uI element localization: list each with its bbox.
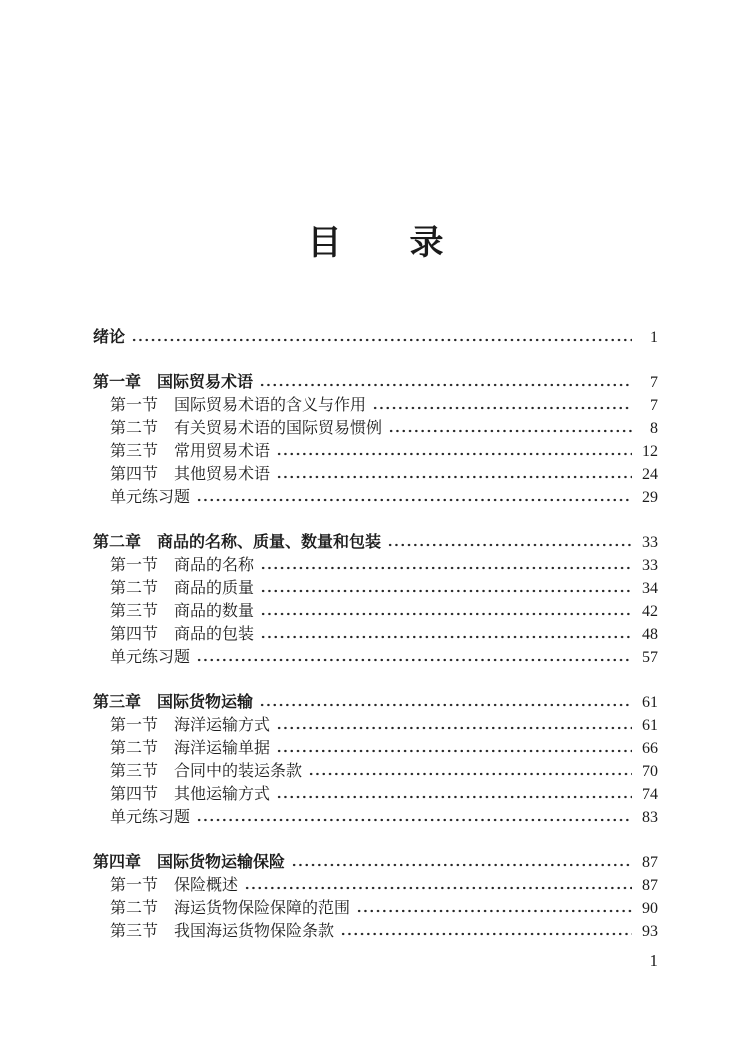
dot-leader — [356, 897, 632, 920]
toc-chapter-entry — [93, 371, 658, 394]
toc-entry-label: 第二节 商品的质量 — [110, 580, 255, 597]
dot-leader — [276, 714, 632, 737]
dot-leader — [372, 394, 632, 417]
toc-entry-page: 61 — [642, 694, 658, 711]
toc-section-entry — [93, 737, 658, 760]
dot-leader — [196, 646, 632, 669]
dot-leader — [388, 417, 632, 440]
toc-entry-label: 绪论 — [93, 329, 126, 346]
dot-leader — [260, 600, 632, 623]
dot-leader — [259, 371, 632, 394]
toc-section-entry — [93, 714, 658, 737]
toc-entry-label: 单元练习题 — [110, 809, 191, 826]
toc-chapter-entry — [93, 531, 658, 554]
dot-leader — [308, 760, 632, 783]
dot-leader — [340, 920, 632, 943]
toc-entry-page: 87 — [642, 854, 658, 871]
toc-entry-page: 70 — [642, 763, 658, 780]
toc-block-chapter3 — [93, 691, 658, 829]
toc-entry-page: 87 — [642, 877, 658, 894]
toc-section-entry — [93, 440, 658, 463]
toc-entry-page: 83 — [642, 809, 658, 826]
toc-entry-page: 33 — [642, 557, 658, 574]
toc-entry-page: 66 — [642, 740, 658, 757]
toc-entry-label: 第二节 有关贸易术语的国际贸易惯例 — [110, 420, 383, 437]
toc-block-chapter4 — [93, 851, 658, 943]
toc-entry-label: 第三章 国际货物运输 — [93, 694, 254, 711]
toc-entry-page: 1 — [650, 329, 658, 346]
toc-entry-page: 93 — [642, 923, 658, 940]
dot-leader — [260, 577, 632, 600]
toc-section-entry — [93, 897, 658, 920]
toc-entry-page: 90 — [642, 900, 658, 917]
toc-section-entry — [93, 417, 658, 440]
folio-page-number: 1 — [649, 951, 658, 970]
toc-section-entry — [93, 577, 658, 600]
dot-leader — [387, 531, 632, 554]
toc-entry-page: 74 — [642, 786, 658, 803]
toc-section-entry — [93, 760, 658, 783]
toc-section-entry — [93, 394, 658, 417]
toc-section-entry — [93, 646, 658, 669]
toc-entry-label: 第二章 商品的名称、质量、数量和包装 — [93, 534, 382, 551]
toc-entry-page: 57 — [642, 649, 658, 666]
toc-entry-page: 29 — [642, 489, 658, 506]
toc-entry-page: 8 — [650, 420, 658, 437]
toc-entry-label: 第三节 常用贸易术语 — [110, 443, 271, 460]
toc-section-entry — [93, 463, 658, 486]
toc-entry-label: 第三节 商品的数量 — [110, 603, 255, 620]
table-of-contents — [93, 326, 658, 943]
toc-chapter-entry — [93, 851, 658, 874]
toc-block-chapter2 — [93, 531, 658, 669]
toc-entry-label: 第四节 其他运输方式 — [110, 786, 271, 803]
toc-entry-label: 单元练习题 — [110, 489, 191, 506]
dot-leader — [276, 783, 632, 806]
toc-entry-label: 第四节 其他贸易术语 — [110, 466, 271, 483]
toc-entry-page: 12 — [642, 443, 658, 460]
toc-entry-label: 第四节 商品的包装 — [110, 626, 255, 643]
page-title: 目 录 — [307, 225, 444, 262]
toc-section-entry — [93, 554, 658, 577]
dot-leader — [196, 806, 632, 829]
toc-entry-label: 第一节 保险概述 — [110, 877, 239, 894]
toc-section-entry — [93, 783, 658, 806]
dot-leader — [259, 691, 632, 714]
toc-block-intro — [93, 326, 658, 349]
toc-entry-page: 7 — [650, 374, 658, 391]
toc-entry-label: 第三节 合同中的装运条款 — [110, 763, 303, 780]
toc-entry-label: 第二节 海运货物保险保障的范围 — [110, 900, 351, 917]
dot-leader — [196, 486, 632, 509]
toc-entry-page: 7 — [650, 397, 658, 414]
toc-section-entry — [93, 806, 658, 829]
toc-entry-label: 第一章 国际贸易术语 — [93, 374, 254, 391]
toc-entry-label: 第一节 商品的名称 — [110, 557, 255, 574]
dot-leader — [291, 851, 632, 874]
dot-leader — [260, 554, 632, 577]
toc-section-entry — [93, 623, 658, 646]
toc-entry-page: 24 — [642, 466, 658, 483]
toc-section-entry — [93, 600, 658, 623]
toc-entry-page: 34 — [642, 580, 658, 597]
toc-section-entry — [93, 486, 658, 509]
toc-entry-page: 48 — [642, 626, 658, 643]
toc-block-chapter1 — [93, 371, 658, 509]
dot-leader — [276, 463, 632, 486]
toc-chapter-entry — [93, 691, 658, 714]
toc-section-entry — [93, 920, 658, 943]
dot-leader — [260, 623, 632, 646]
toc-entry-label: 第三节 我国海运货物保险条款 — [110, 923, 335, 940]
toc-chapter-entry — [93, 326, 658, 349]
toc-entry-page: 33 — [642, 534, 658, 551]
toc-entry-page: 61 — [642, 717, 658, 734]
toc-entry-label: 单元练习题 — [110, 649, 191, 666]
toc-entry-page: 42 — [642, 603, 658, 620]
toc-entry-label: 第一节 国际贸易术语的含义与作用 — [110, 397, 367, 414]
dot-leader — [276, 440, 632, 463]
toc-entry-label: 第二节 海洋运输单据 — [110, 740, 271, 757]
dot-leader — [244, 874, 632, 897]
toc-entry-label: 第四章 国际货物运输保险 — [93, 854, 286, 871]
toc-entry-label: 第一节 海洋运输方式 — [110, 717, 271, 734]
dot-leader — [131, 326, 632, 349]
dot-leader — [276, 737, 632, 760]
toc-section-entry — [93, 874, 658, 897]
